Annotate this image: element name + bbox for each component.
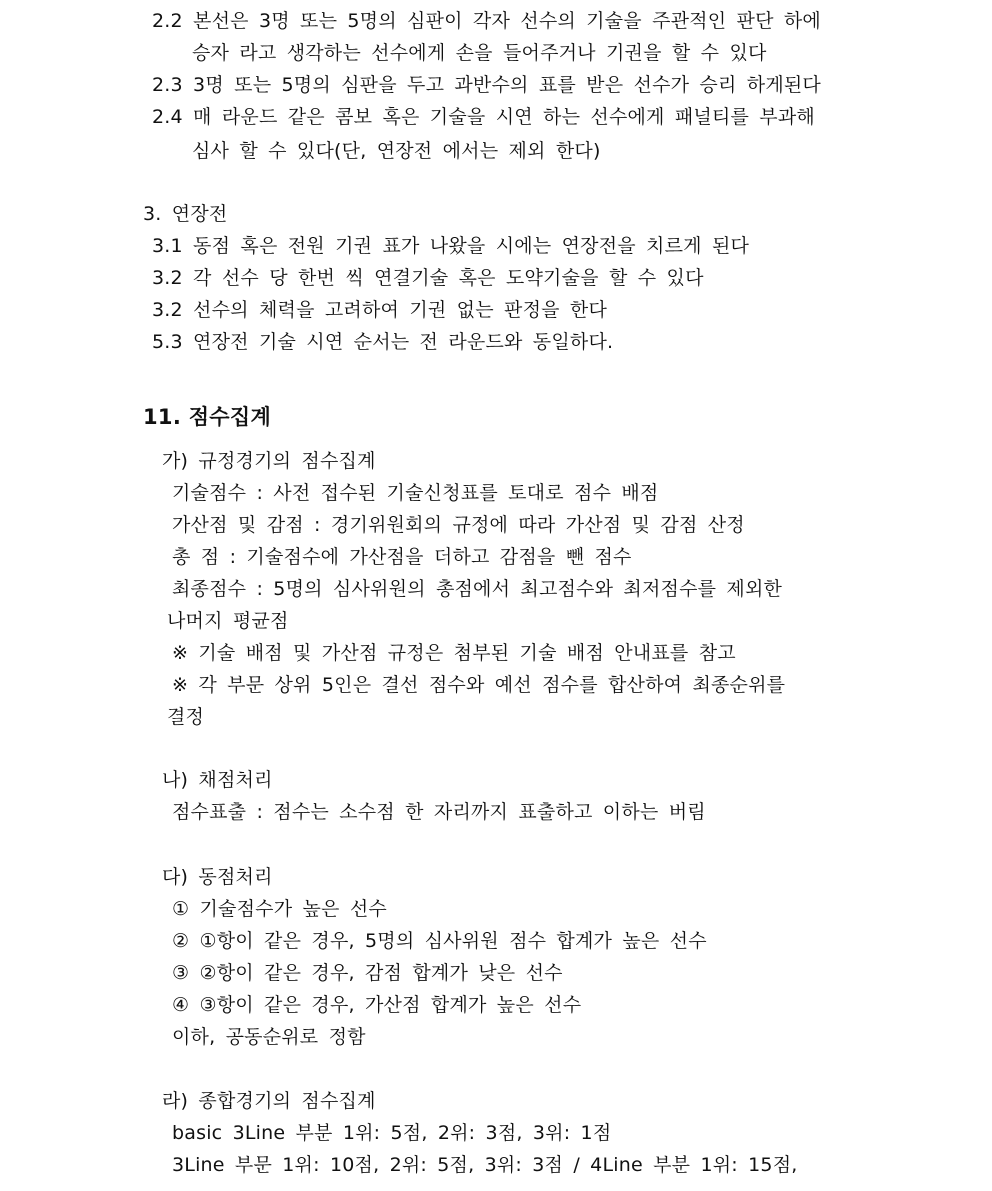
rule-3-1: 3.1 동점 혹은 전원 기권 표가 나왔을 시에는 연장전을 치르게 된다	[152, 235, 750, 257]
da-item-rest: 이하, 공동순위로 정함	[172, 1026, 366, 1048]
rule-2-2-line-2: 승자 라고 생각하는 선수에게 손을 들어주거나 기권을 할 수 있다	[192, 42, 767, 64]
ga-item-final-score-cont: 나머지 평균점	[167, 610, 289, 632]
ga-item-bonus-deduction: 가산점 및 감점 : 경기위원회의 규정에 따라 가산점 및 감점 산정	[172, 514, 745, 536]
rule-5-3: 5.3 연장전 기술 시연 순서는 전 라운드와 동일하다.	[152, 331, 614, 353]
subsection-ra-title: 라) 종합경기의 점수집계	[162, 1090, 376, 1112]
rule-2-2-line-1: 2.2 본선은 3명 또는 5명의 심판이 각자 선수의 기술을 주관적인 판단 하에	[152, 10, 821, 32]
ga-item-total-score: 총 점 : 기술점수에 가산점을 더하고 감점을 뺀 점수	[172, 546, 632, 568]
subsection-na-title: 나) 채점처리	[162, 769, 273, 791]
da-item-3: ③ ②항이 같은 경우, 감점 합계가 낮은 선수	[172, 962, 563, 984]
da-item-4: ④ ③항이 같은 경우, 가산점 합계가 높은 선수	[172, 994, 582, 1016]
subsection-ga-title: 가) 규정경기의 점수집계	[162, 450, 376, 472]
ga-item-final-score: 최종점수 : 5명의 심사위원의 총점에서 최고점수와 최저점수를 제외한	[172, 578, 783, 600]
section-11-title: 11. 점수집계	[143, 405, 272, 429]
ra-item-basic-3line: basic 3Line 부분 1위: 5점, 2위: 3점, 3위: 1점	[172, 1122, 612, 1144]
ra-item-3line-4line: 3Line 부문 1위: 10점, 2위: 5점, 3위: 3점 / 4Line 부분 1위: 15점,	[172, 1154, 798, 1176]
rule-2-4-line-2: 심사 할 수 있다(단, 연장전 에서는 제외 한다)	[192, 140, 601, 162]
section-3-title: 3. 연장전	[143, 203, 228, 225]
na-item-score-display: 점수표출 : 점수는 소수점 한 자리까지 표출하고 이하는 버림	[172, 801, 706, 823]
rule-3-2-b: 3.2 선수의 체력을 고려하여 기권 없는 판정을 한다	[152, 299, 608, 321]
ga-note-top5-cont: 결정	[167, 706, 205, 728]
rule-2-3: 2.3 3명 또는 5명의 심판을 두고 과반수의 표를 받은 선수가 승리 하게된다	[152, 74, 821, 96]
subsection-da-title: 다) 동점처리	[162, 866, 273, 888]
ga-note-top5: ※ 각 부문 상위 5인은 결선 점수와 예선 점수를 합산하여 최종순위를	[172, 674, 786, 696]
da-item-2: ② ①항이 같은 경우, 5명의 심사위원 점수 합계가 높은 선수	[172, 930, 707, 952]
ga-item-technical-score: 기술점수 : 사전 접수된 기술신청표를 토대로 점수 배점	[172, 482, 659, 504]
ga-note-reference: ※ 기술 배점 및 가산점 규정은 첨부된 기술 배점 안내표를 참고	[172, 642, 736, 664]
rule-2-4-line-1: 2.4 매 라운드 같은 콤보 혹은 기술을 시연 하는 선수에게 패널티를 부과해	[152, 106, 815, 128]
da-item-1: ① 기술점수가 높은 선수	[172, 898, 387, 920]
rule-3-2-a: 3.2 각 선수 당 한번 씩 연결기술 혹은 도약기술을 할 수 있다	[152, 267, 704, 289]
